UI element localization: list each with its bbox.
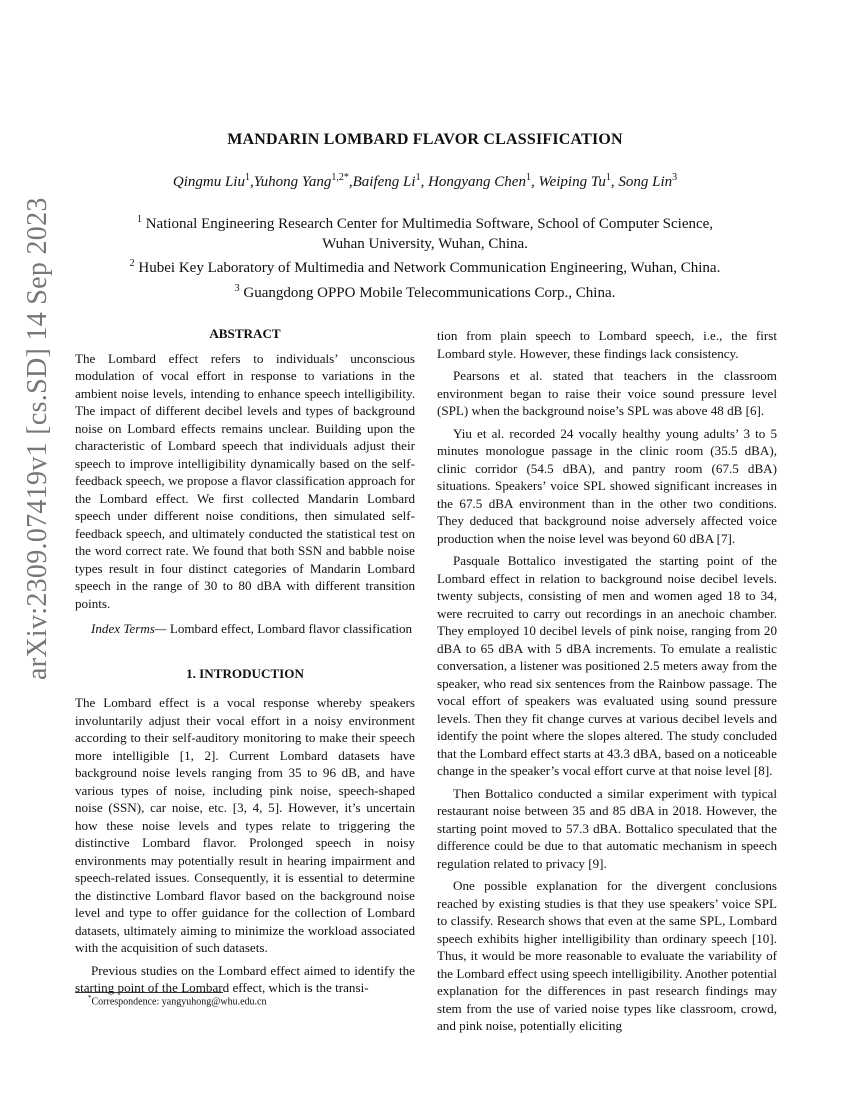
right-column xyxy=(437,327,777,1035)
author-name: Weiping Tu xyxy=(538,174,606,190)
arxiv-identifier: arXiv:2309.07419v1 [cs.SD] 14 Sep 2023 xyxy=(22,197,53,680)
author-name: Baifeng Li xyxy=(352,174,416,190)
body-paragraph: Then Bottalico conducted a similar experiment with typical restaurant noise between 35 and 85 dBA in 2018. However, the starting point moved to 57.3 dBA. Bottalico speculated that the difference could be due to that automatic mechanism in speech regulation related to privacy [9]. xyxy=(437,785,777,871)
author-affil-mark: 1 xyxy=(525,172,531,183)
introduction-heading: 1. INTRODUCTION xyxy=(186,665,304,681)
author-list: Qingmu Liu$^1$,Yuhong Yang$^{1,2*}$,Baifeng Li$^1$, Hongyang Chen$^1$, Weiping Tu$^1$, Song Lin$^3$ xyxy=(172,172,678,190)
left-column xyxy=(75,325,415,997)
footnote-divider xyxy=(75,992,223,993)
body-paragraph: Pearsons et al. stated that teachers in the classroom environment began to raise their voice sound pressure level (SPL) when the background noise’s SPL was above 48 dB [6]. xyxy=(437,368,777,418)
affiliation-1-cont: Wuhan University, Wuhan, China. xyxy=(322,235,528,252)
index-terms xyxy=(75,620,415,638)
author-affil-mark: 1 xyxy=(415,172,421,183)
author-name: Yuhong Yang xyxy=(253,174,332,190)
author-name: Hongyang Chen xyxy=(428,174,526,190)
author-affil-mark: 1,2* xyxy=(331,172,349,183)
body-paragraph: Yiu et al. recorded 24 vocally healthy young adults’ 3 to 5 minutes monologue passage in the clinic room (35.5 dBA), clinic corridor (54.5 dBA), and pantry room (67.5 dBA) situations. Speakers’ voice SPL showed significant increases in the 67.5 dBA environment than in the other two conditions. They deduced that background noise adversely affected voice production when the noise level was beyond 60 dBA [7]. xyxy=(437,425,777,546)
affiliation-2: $^2$ Hubei Key Laboratory of Multimedia and Network Communication Engineering, Wuhan, China. xyxy=(129,258,721,276)
body-paragraph: One possible explanation for the divergent conclusions reached by existing studies is that they use speakers’ voice SPL to classify. Research shows that even at the same SPL, Lombard speech exhibits higher intelligibility than ordinary speech [10]. Thus, it would be more reasonable to evaluate the variability of the Lombard effect using speech intelligibility. Another potential explanation for the differences in past research findings may stem from the use of varied noise types like classroom, crowd, and pink noise, potentially eliciting xyxy=(437,878,777,1033)
body-paragraph: Pasquale Bottalico investigated the starting point of the Lombard effect in relation to background noise decibel levels. twenty subjects, consisting of men and women aged 18 to 34, were recruited to carry out recordings in an anechoic chamber. They employed 10 decibel levels of pink noise, ranging from 20 dBA to 65 dBA with 5 dBA increments. To emulate a realistic conversation, a listener was positioned 2.5 meters away from the speaker, who read six sentences from the Rainbow passage. The vocal effort of speakers was evaluated using sound pressure levels. Then they fit change curves at various decibel levels and identify the point where the slopes altered. The study concluded that the Lombard effect starts at 43.3 dBA, based on a noticeable change in the speaker’s vocal effort curve at that noise level [8]. xyxy=(437,553,777,778)
index-terms-text: Lombard effect, Lombard flavor classification xyxy=(169,621,413,636)
correspondence-footnote: *Correspondence: yangyuhong@whu.edu.cn xyxy=(88,994,267,1008)
affiliation-3: $^3$ Guangdong OPPO Mobile Telecommunications Corp., China. xyxy=(234,282,616,301)
author-name: Song Lin xyxy=(618,174,673,190)
body-paragraph: tion from plain speech to Lombard speech, i.e., the first Lombard style. However, these findings lack consistency. xyxy=(437,328,777,361)
affiliation-1: $^1$ National Engineering Research Center for Multimedia Software, School of Computer Science, xyxy=(136,214,714,232)
author-affil-mark: 3 xyxy=(672,172,678,183)
affiliation-block xyxy=(0,210,850,303)
paper-title: MANDARIN LOMBARD FLAVOR CLASSIFICATION xyxy=(227,131,623,148)
author-affil-mark: 1 xyxy=(244,172,250,183)
author-affil-mark: 1 xyxy=(605,172,611,183)
abstract-text: The Lombard effect refers to individuals’ unconscious modulation of vocal effort in response to variations in the ambient noise levels, intending to enhance speech intelligibility. The impact of different decibel levels and types of background noise on Lombard effects remains unclear. Building upon the characteristic of Lombard speech that individuals adjust their speech to improve intelligibility dynamically based on the self-feedback speech, we propose a flavor classification approach for the Lombard effect. We first collected Mandarin Lombard speech under different noise conditions, then simulated self-feedback speech, and ultimately conducted the statistical test on the word correct rate. We found that both SSN and babble noise types result in four distinct categories of Mandarin Lombard speech in the range of 30 to 80 dBA with different transition points. xyxy=(75,350,415,611)
intro-paragraph: Previous studies on the Lombard effect aimed to identify the starting point of the Lombard effect, which is the transi- xyxy=(75,962,415,995)
abstract-heading: ABSTRACT xyxy=(209,326,281,341)
index-terms-label: Index Terms— xyxy=(91,621,167,636)
intro-paragraph: The Lombard effect is a vocal response whereby speakers involuntarily adjust their vocal effort in a noisy environment according to their self-auditory monitoring to make their speech more intelligible [1, 2]. Current Lombard datasets have background noise levels ranging from 35 to 96 dB, and have various types of noise, including pink noise, speech-shaped noise (SSN), car noise, etc. [3, 4, 5]. However, it’s uncertain how these noise levels and types relate to triggering the distinctive Lombard flavor. Prolonged speech in noisy environments may potentially result in hearing impairment and speech-related issues. Consequently, it is essential to determine the distinctive Lombard flavor based on the background noise level and type to offer guidance for the collection of Lombard datasets, ultimately aiming to minimize the workload associated with the acquisition of such datasets. xyxy=(75,695,415,955)
author-name: Qingmu Liu xyxy=(172,174,245,190)
